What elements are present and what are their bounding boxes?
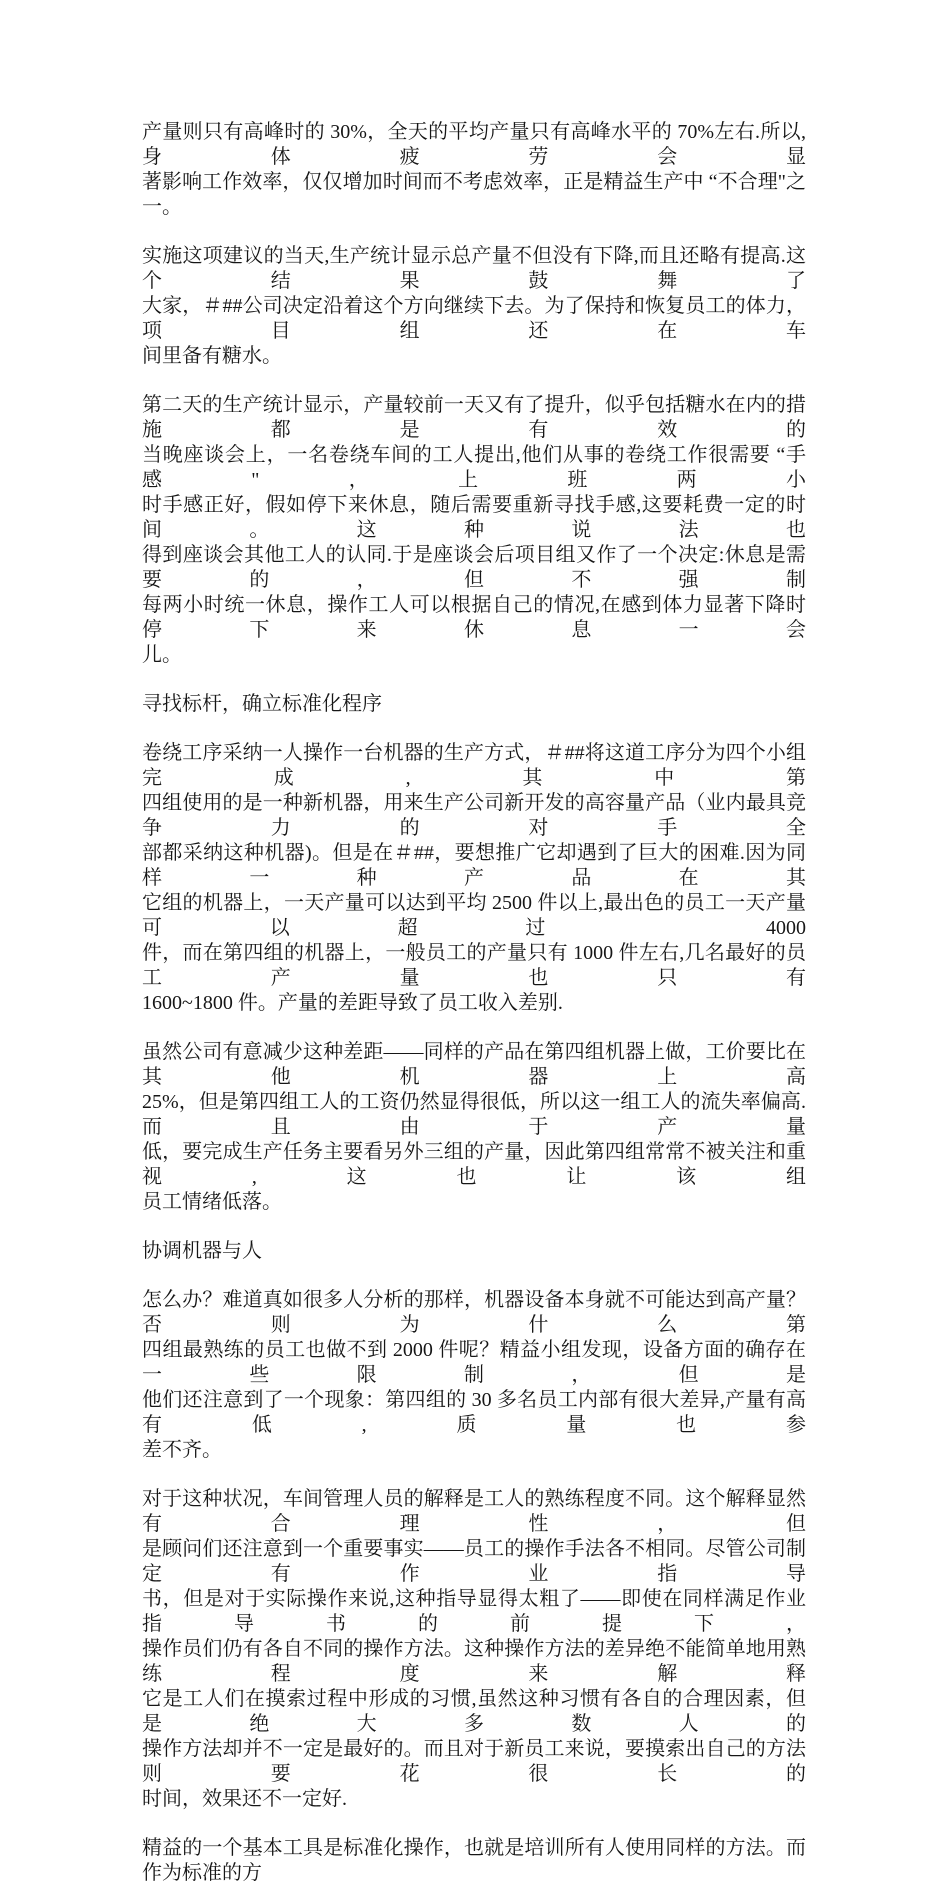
paragraph (142, 393, 806, 668)
text-line: 是顾问们还注意到一个重要事实——员工的操作手法各不相同。尽管公司制定有作业指导 (142, 1538, 806, 1585)
text-line: 儿。 (142, 644, 182, 666)
text-line: 操作员们仍有各自不同的操作方法。这种操作方法的差异绝不能简单地用熟练程度来解释 (142, 1638, 806, 1685)
text-line: 时手感正好，假如停下来休息，随后需要重新寻找手感,这要耗费一定的时间。这种说法也 (142, 494, 806, 541)
text-line: 件，而在第四组的机器上，一般员工的产量只有 1000 件左右,几名最好的员工产量也只有 (142, 942, 806, 989)
text-line: 卷绕工序采纳一人操作一台机器的生产方式，＃##将这道工序分为四个小组完成,其中第 (142, 742, 806, 789)
text-line: 怎么办？难道真如很多人分析的那样，机器设备本身就不可能达到高产量？否则为什么第 (142, 1289, 806, 1336)
text-line: 操作方法却并不一定是最好的。而且对于新员工来说，要摸索出自己的方法则要花很长的 (142, 1738, 806, 1785)
text-line: 精益的一个基本工具是标准化操作，也就是培训所有人使用同样的方法。而作为标准的方 (142, 1837, 806, 1884)
section-heading (142, 692, 806, 717)
text-line: 1600~1800 件。产量的差距导致了员工收入差别. (142, 992, 563, 1014)
text-line: 虽然公司有意减少这种差距——同样的产品在第四组机器上做，工价要比在其他机器上高 (142, 1041, 806, 1088)
text-line: 第二天的生产统计显示，产量较前一天又有了提升，似乎包括糖水在内的措施都是有效的 (142, 394, 806, 441)
document-content (142, 120, 806, 1886)
text-line: 著影响工作效率，仅仅增加时间而不考虑效率，正是精益生产中 “不合理"之一。 (142, 171, 806, 218)
text-line: 他们还注意到了一个现象：第四组的 30 多名员工内部有很大差异,产量有高有低,质量也参 (142, 1389, 806, 1436)
paragraph (142, 1040, 806, 1215)
text-line: 它组的机器上，一天产量可以达到平均 2500 件以上,最出色的员工一天产量可以超过 4000 (142, 892, 806, 939)
paragraph (142, 120, 806, 220)
text-line: 书，但是对于实际操作来说,这种指导显得太粗了——即使在同样满足作业指导书的前提下， (142, 1588, 806, 1635)
text-line: 25%，但是第四组工人的工资仍然显得很低，所以这一组工人的流失率偏高.而且由于产量 (142, 1091, 806, 1138)
paragraph (142, 1487, 806, 1812)
text-line: 对于这种状况，车间管理人员的解释是工人的熟练程度不同。这个解释显然有合理性，但 (142, 1488, 806, 1535)
text-line: 得到座谈会其他工人的认同.于是座谈会后项目组又作了一个决定:休息是需要的，但不强制 (142, 544, 806, 591)
text-line: 实施这项建议的当天,生产统计显示总产量不但没有下降,而且还略有提高.这个结果鼓舞了 (142, 245, 806, 292)
text-line: 协调机器与人 (142, 1240, 262, 1262)
text-line: 大家，＃##公司决定沿着这个方向继续下去。为了保持和恢复员工的体力，项目组还在车 (142, 295, 806, 342)
text-line: 四组使用的是一种新机器，用来生产公司新开发的高容量产品（业内最具竞争力的对手全 (142, 792, 806, 839)
text-line: 低，要完成生产任务主要看另外三组的产量，因此第四组常常不被关注和重视,这也让该组 (142, 1141, 806, 1188)
section-heading (142, 1239, 806, 1264)
text-line: 间里备有糖水。 (142, 345, 282, 367)
paragraph (142, 1288, 806, 1463)
text-line: 员工情绪低落。 (142, 1191, 282, 1213)
text-line: 部都采纳这种机器)。但是在＃##，要想推广它却遇到了巨大的困难.因为同样一种产品在其 (142, 842, 806, 889)
text-line: 时间，效果还不一定好. (142, 1788, 347, 1810)
text-line: 寻找标杆，确立标准化程序 (142, 693, 382, 715)
text-line: 四组最熟练的员工也做不到 2000 件呢？精益小组发现，设备方面的确存在一些限制，但是 (142, 1339, 806, 1386)
text-line: 每两小时统一休息，操作工人可以根据自己的情况,在感到体力显著下降时停下来休息一会 (142, 594, 806, 641)
text-line: 产量则只有高峰时的 30%，全天的平均产量只有高峰水平的 70%左右.所以,身体疲劳会显 (142, 121, 806, 168)
text-line: 它是工人们在摸索过程中形成的习惯,虽然这种习惯有各自的合理因素，但是绝大多数人的 (142, 1688, 806, 1735)
paragraph (142, 1836, 806, 1886)
paragraph (142, 244, 806, 369)
paragraph (142, 741, 806, 1016)
text-line: 当晚座谈会上，一名卷绕车间的工人提出,他们从事的卷绕工作很需要 “手感"，上班两小 (142, 444, 806, 491)
text-line: 差不齐。 (142, 1439, 222, 1461)
